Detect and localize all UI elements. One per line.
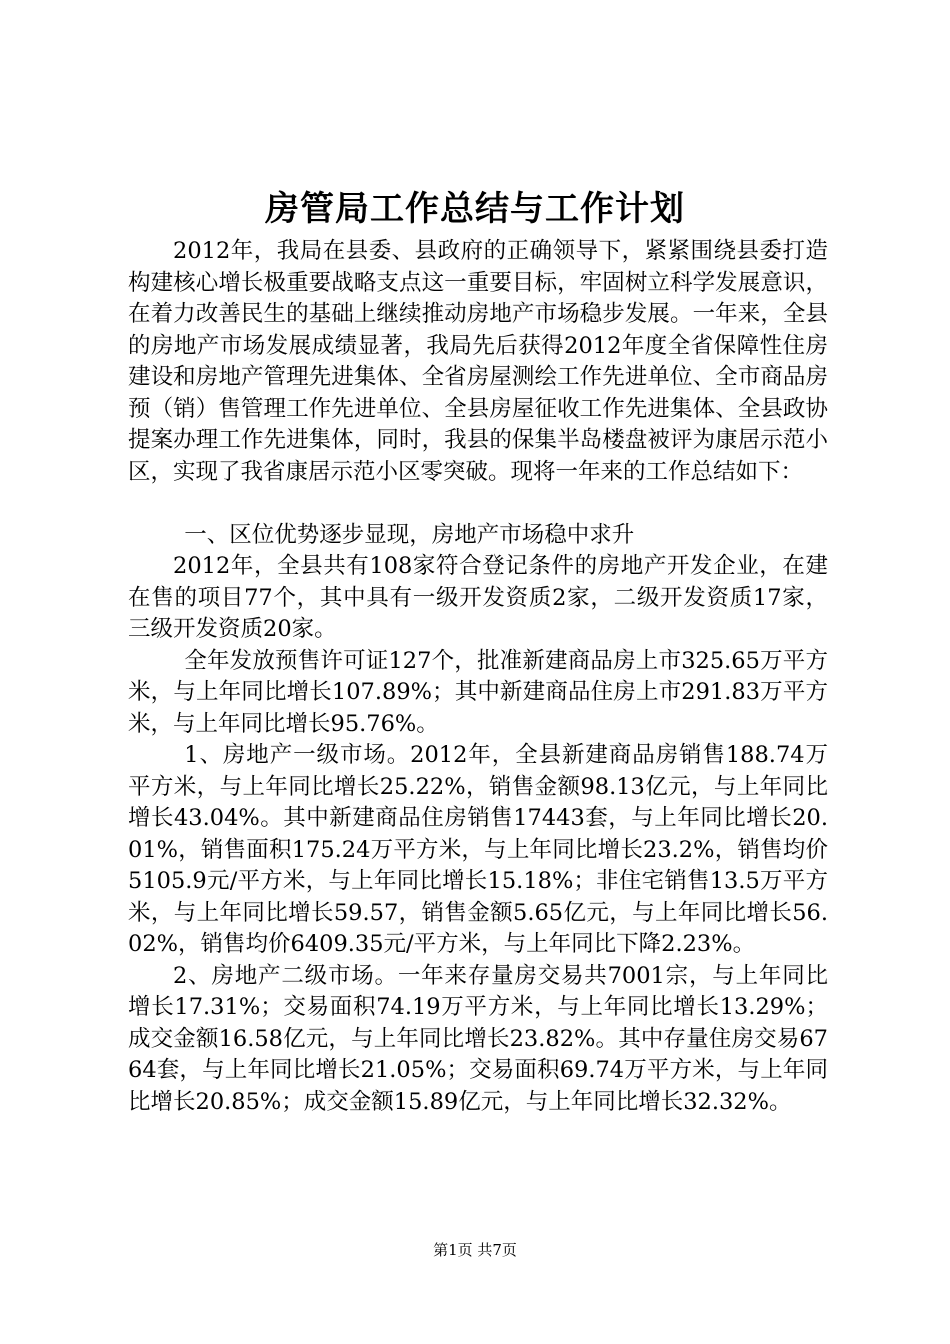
document-title: 房管局工作总结与工作计划 [265, 189, 685, 229]
paragraph-gap [128, 488, 828, 520]
page-footer: 第1页 共7页 [433, 1241, 517, 1259]
body-paragraph: 全年发放预售许可证127个，批准新建商品房上市325.65万平方米，与上年同比增长107.89%；其中新建商品住房上市291.83万平方米，与上年同比增长95.76%。 [128, 647, 828, 737]
section-heading: 一、区位优势逐步显现，房地产市场稳中求升 [184, 521, 635, 548]
body-paragraph: 2、房地产二级市场。一年来存量房交易共7001宗，与上年同比增长17.31%；交易面积74.19万平方米，与上年同比增长13.29%；成交金额16.58亿元，与上年同比增长23.82%。其中存量住房交易6764套，与上年同比增长21.05%；交易面积69.74万平方米，与上年同比增长20.85%；成交金额15.89亿元，与上年同比增长32.32%。 [128, 962, 828, 1115]
document-body [128, 236, 828, 1118]
body-paragraph: 2012年，全县共有108家符合登记条件的房地产开发企业，在建在售的项目77个，其中具有一级开发资质2家，二级开发资质17家，三级开发资质20家。 [128, 553, 828, 642]
body-paragraph: 1、房地产一级市场。2012年，全县新建商品房销售188.74万平方米，与上年同比增长25.22%，销售金额98.13亿元，与上年同比增长43.04%。其中新建商品住房销售17443套，与上年同比增长20.01%，销售面积175.24万平方米，与上年同比增长23.2%，销售均价5105.9元/平方米，与上年同比增长15.18%；非住宅销售13.5万平方米，与上年同比增长59.57，销售金额5.65亿元，与上年同比增长56.02%，销售均价6409.35元/平方米，与上年同比下降2.23%。 [128, 742, 828, 957]
intro-paragraph: 2012年，我局在县委、县政府的正确领导下，紧紧围绕县委打造构建核心增长极重要战略支点这一重要目标，牢固树立科学发展意识，在着力改善民生的基础上继续推动房地产市场稳步发展。一年来，全县的房地产市场发展成绩显著，我局先后获得2012年度全省保障性住房建设和房地产管理先进集体、全省房屋测绘工作先进单位、全市商品房预（销）售管理工作先进单位、全县房屋征收工作先进集体、全县政协提案办理工作先进集体，同时，我县的保集半岛楼盘被评为康居示范小区，实现了我省康居示范小区零突破。现将一年来的工作总结如下： [128, 238, 828, 485]
